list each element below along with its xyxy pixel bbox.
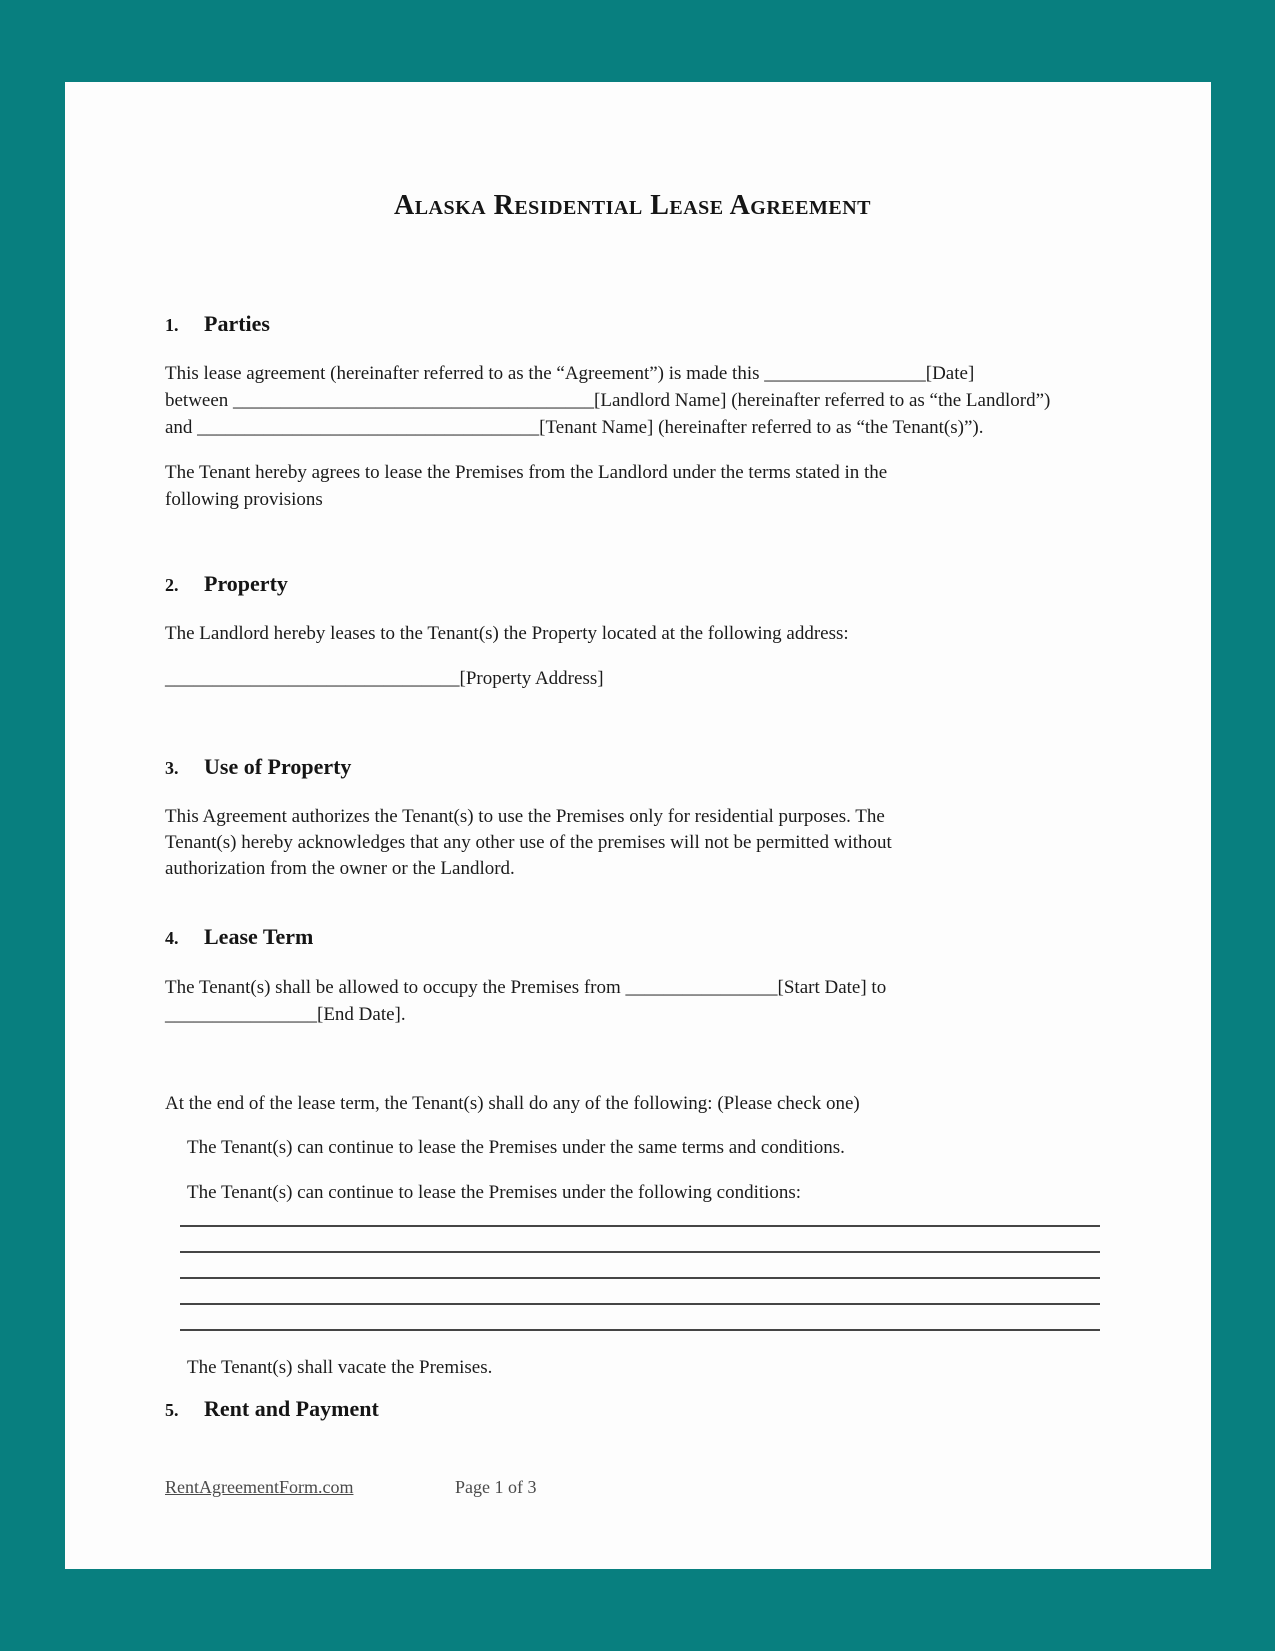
section-number: 3. <box>165 758 179 778</box>
section-heading-label: Lease Term <box>204 924 314 949</box>
section-number: 5. <box>165 1400 179 1420</box>
paragraph-line: between ______________________________________[Landlord Name] (hereinafter referred to as “the Landlord”) <box>165 390 1051 411</box>
lease-term-paragraph <box>165 974 1125 1028</box>
paragraph-line: The Landlord hereby leases to the Tenant(s) the Property located at the following address: <box>165 623 849 644</box>
paragraph-line: and ____________________________________[Tenant Name] (hereinafter referred to as “the Tenant(s)”). <box>165 417 984 438</box>
document-title: Alaska Residential Lease Agreement <box>393 190 871 221</box>
paragraph-line: Tenant(s) hereby acknowledges that any other use of the premises will not be permitted without <box>165 832 892 853</box>
page-number-indicator: Page 1 of 3 <box>455 1477 537 1497</box>
section-number: 2. <box>165 575 179 595</box>
section-property-heading <box>165 571 1100 597</box>
ruled-blank-line <box>180 1329 1100 1331</box>
parties-paragraph-2 <box>165 459 1125 513</box>
ruled-blank-line <box>180 1225 1100 1227</box>
section-heading-label: Parties <box>204 311 270 336</box>
fill-in-blank: ________________[End Date]. <box>165 1004 406 1025</box>
section-heading-label: Rent and Payment <box>204 1396 379 1421</box>
section-heading-label: Property <box>204 571 288 596</box>
paragraph-line: At the end of the lease term, the Tenant(s) shall do any of the following: (Please check one) <box>165 1093 860 1114</box>
paragraph-line: This lease agreement (hereinafter referred to as the “Agreement”) is made this _________________[Date] <box>165 363 975 384</box>
paragraph-line: This Agreement authorizes the Tenant(s) to use the Premises only for residential purposes. The <box>165 806 885 827</box>
lease-end-option-vacate <box>165 1354 1147 1381</box>
paragraph-line: authorization from the owner or the Landlord. <box>165 858 515 879</box>
ruled-blank-line <box>180 1251 1100 1253</box>
section-parties-heading <box>165 311 1100 337</box>
section-lease-term-heading <box>165 924 1100 950</box>
section-heading-label: Use of Property <box>204 754 352 779</box>
lease-end-option-same-terms <box>165 1134 1147 1161</box>
ruled-blank-line <box>180 1303 1100 1305</box>
option-label: The Tenant(s) shall vacate the Premises. <box>187 1357 493 1378</box>
property-address-blank <box>165 665 1125 692</box>
paragraph-line: The Tenant(s) shall be allowed to occupy the Premises from ________________[Start Date] to <box>165 977 887 998</box>
paragraph-line: The Tenant hereby agrees to lease the Premises from the Landlord under the terms stated in the <box>165 462 888 483</box>
option-label: The Tenant(s) can continue to lease the Premises under the same terms and conditions. <box>187 1137 845 1158</box>
document-page <box>65 82 1211 1569</box>
section-use-of-property-heading <box>165 754 1100 780</box>
lease-end-option-new-conditions <box>165 1179 1147 1206</box>
section-number: 4. <box>165 928 179 948</box>
section-number: 1. <box>165 315 179 335</box>
property-paragraph <box>165 620 1125 647</box>
use-of-property-paragraph <box>165 804 1125 882</box>
footer-website-link[interactable]: RentAgreementForm.com <box>165 1477 354 1497</box>
paragraph-line: following provisions <box>165 489 323 510</box>
option-label: The Tenant(s) can continue to lease the Premises under the following conditions: <box>187 1182 802 1203</box>
lease-end-instruction <box>165 1090 1125 1117</box>
ruled-blank-line <box>180 1277 1100 1279</box>
section-rent-and-payment-heading <box>165 1396 1100 1422</box>
fill-in-blank: _______________________________[Property Address] <box>165 668 604 689</box>
parties-paragraph-1 <box>165 360 1125 441</box>
